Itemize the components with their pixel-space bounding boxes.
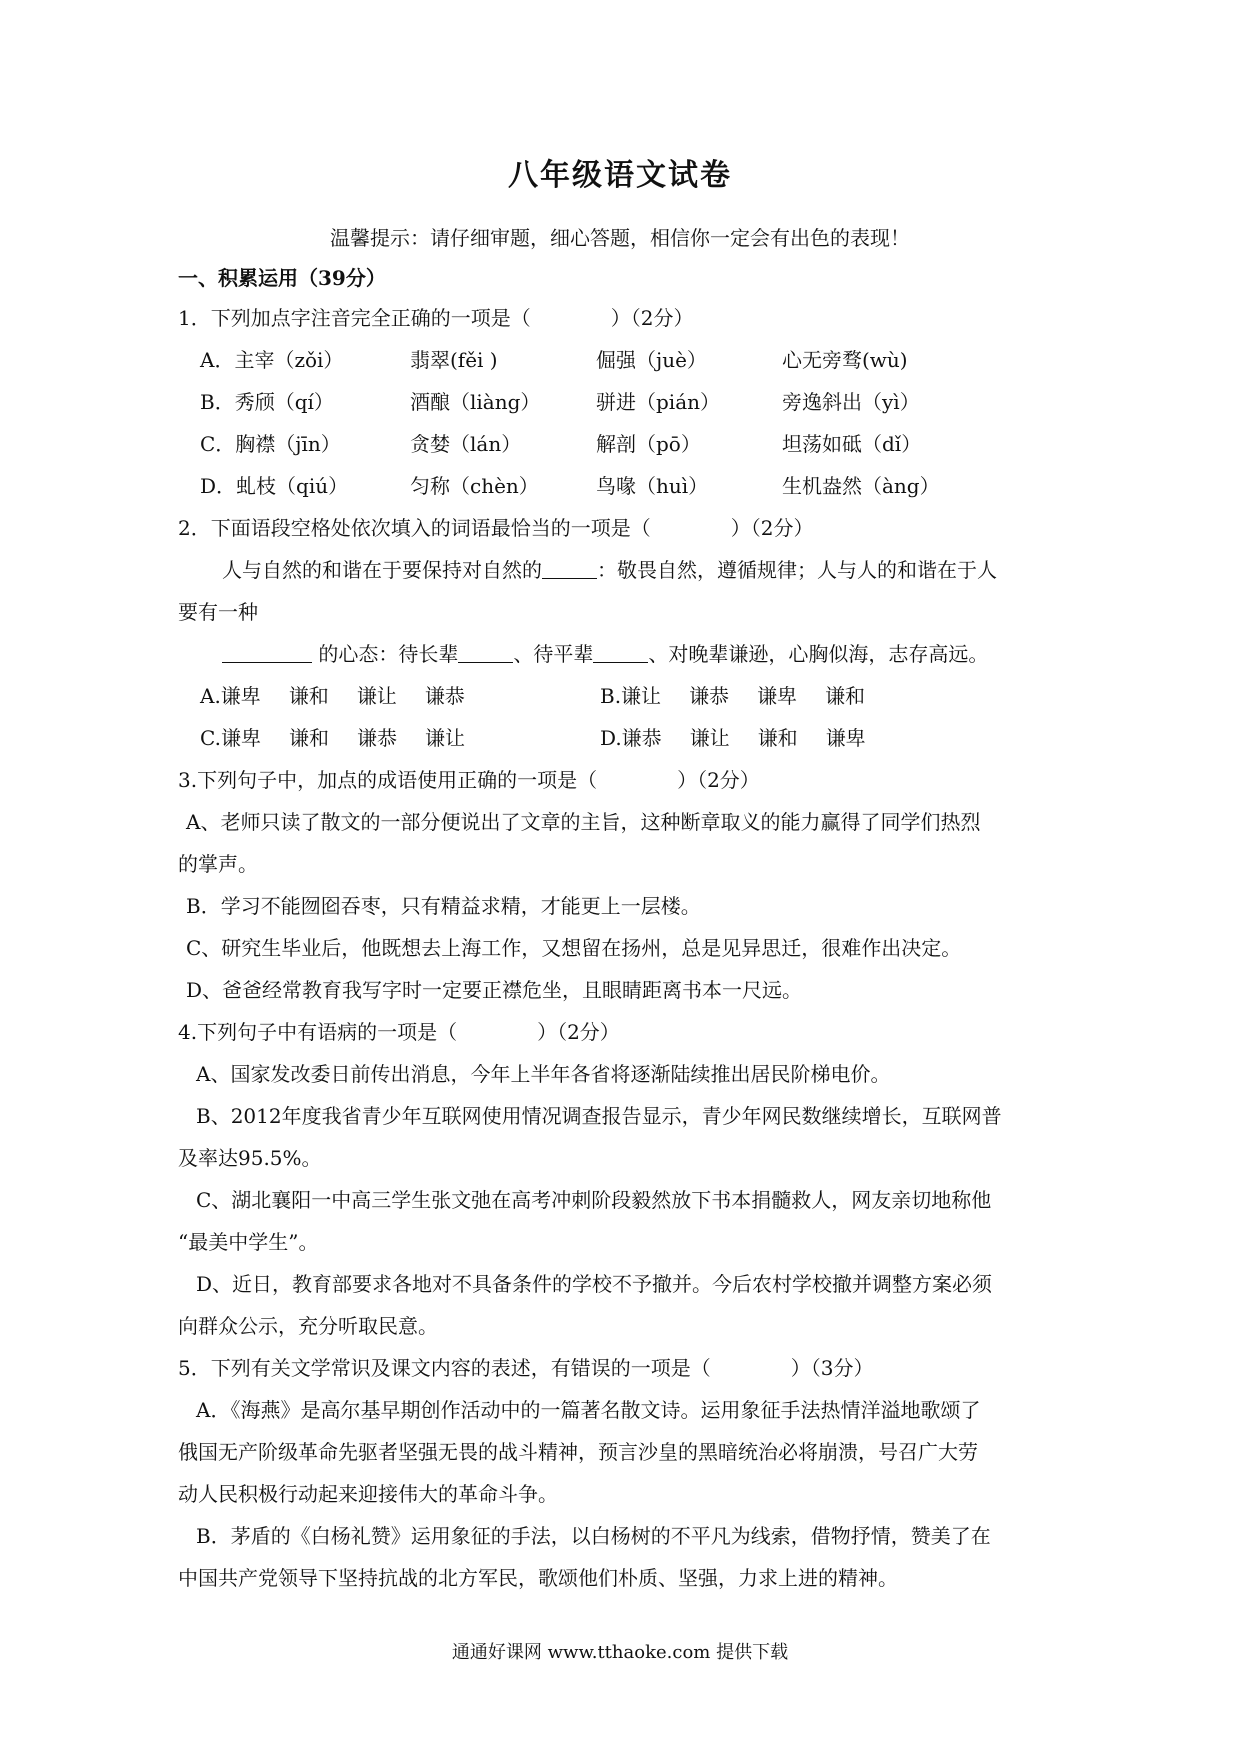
- q3-option-c: C、研究生毕业后，他既想去上海工作，又想留在扬州，总是见异思迁，很难作出决定。: [186, 936, 962, 960]
- option-word: 谦和: [288, 726, 329, 750]
- answer-blank: [458, 644, 513, 663]
- option-word: 谦让: [356, 684, 397, 708]
- question-2-stem: 2．下面语段空格处依次填入的词语最恰当的一项是（ ）（2分）: [178, 516, 814, 540]
- q5-option-b-line-2: 中国共产党领导下坚持抗战的北方军民，歌颂他们朴质、坚强，力求上进的精神。: [178, 1566, 898, 1590]
- q1-option-a-1: A．主宰（zǒi）: [200, 348, 344, 372]
- q4-option-b-line-1: B、2012年度我省青少年互联网使用情况调查报告显示，青少年网民数继续增长，互联网普: [196, 1104, 1002, 1128]
- answer-blank: [593, 644, 648, 663]
- q1-option-d-4: 生机盎然（àng）: [782, 474, 940, 498]
- option-word: C.谦卑: [200, 726, 261, 750]
- q1-option-a-3: 倔强（juè）: [596, 348, 707, 372]
- answer-blank: [222, 644, 312, 663]
- q2-option-c: [200, 722, 493, 751]
- q1-option-c-2: 贪婪（lán）: [410, 432, 522, 456]
- q1-option-d-3: 鸟喙（huì）: [596, 474, 709, 498]
- page-footer: 通通好课网 www.tthaoke.com 提供下载: [451, 1642, 789, 1663]
- q2-passage-line-3: [222, 638, 988, 667]
- q5-option-a-line-3: 动人民积极行动起来迎接伟大的革命斗争。: [178, 1482, 558, 1506]
- q4-option-a: A、国家发改委日前传出消息，今年上半年各省将逐渐陆续推出居民阶梯电价。: [196, 1062, 891, 1086]
- q2-option-a: [200, 680, 493, 709]
- q1-option-c-4: 坦荡如砥（dǐ）: [782, 432, 922, 456]
- question-5-stem: 5．下列有关文学常识及课文内容的表述，有错误的一项是（ ）（3分）: [178, 1356, 874, 1380]
- q1-option-a-4: 心无旁骛(wù): [782, 348, 908, 372]
- q1-option-a-2: 翡翠(fěi ): [410, 348, 498, 372]
- q3-option-a-line-2: 的掌声。: [178, 852, 258, 876]
- answer-blank: [542, 560, 597, 579]
- q3-option-a-line-1: A、老师只读了散文的一部分便说出了文章的主旨，这种断章取义的能力赢得了同学们热烈: [186, 810, 981, 834]
- q2-passage-text: 、对晚辈谦逊，心胸似海，志存高远。: [648, 642, 989, 666]
- q4-option-b-line-2: 及率达95.5%。: [178, 1146, 322, 1170]
- q4-option-d-line-2: 向群众公示，充分听取民意。: [178, 1314, 438, 1338]
- q3-option-d: D、爸爸经常教育我写字时一定要正襟危坐，且眼睛距离书本一尺远。: [186, 978, 803, 1002]
- option-word: 谦和: [757, 726, 798, 750]
- q2-passage-line-1: [222, 554, 997, 583]
- tip-text: 温馨提示：请仔细审题，细心答题，相信你一定会有出色的表现！: [330, 226, 910, 250]
- option-word: 谦让: [424, 726, 465, 750]
- q5-option-a-line-2: 俄国无产阶级革命先驱者坚强无畏的战斗精神，预言沙皇的黑暗统治必将崩溃，号召广大劳: [178, 1440, 978, 1464]
- q1-option-b-2: 酒酿（liàng）: [410, 390, 541, 414]
- question-3-stem: 3.下列句子中，加点的成语使用正确的一项是（ ）（2分）: [178, 768, 760, 792]
- q2-passage-text: 、待平辈: [513, 642, 594, 666]
- q5-option-b-line-1: B．茅盾的《白杨礼赞》运用象征的手法，以白杨树的不平凡为线索，借物抒情，赞美了在: [196, 1524, 991, 1548]
- q1-option-c-1: C．胸襟（jīn）: [200, 432, 341, 456]
- option-word: 谦恭: [689, 684, 730, 708]
- q1-option-d-1: D．虬枝（qiú）: [200, 474, 349, 498]
- q4-option-c-line-2: “最美中学生”。: [178, 1230, 319, 1254]
- q2-passage-text: ：敬畏自然，遵循规律；人与人的和谐在于人: [597, 558, 997, 582]
- q2-passage-text: 人与自然的和谐在于要保持对自然的: [222, 558, 542, 582]
- option-word: D.谦恭: [600, 726, 662, 750]
- section-heading: 一、积累运用（39分）: [178, 266, 386, 290]
- option-word: 谦恭: [356, 726, 397, 750]
- q4-option-d-line-1: D、近日，教育部要求各地对不具备条件的学校不予撤并。今后农村学校撤并调整方案必须: [196, 1272, 993, 1296]
- q5-option-a-line-1: A．《海燕》是高尔基早期创作活动中的一篇著名散文诗。运用象征手法热情洋溢地歌颂了: [196, 1398, 981, 1422]
- option-word: 谦卑: [757, 684, 798, 708]
- q1-option-b-4: 旁逸斜出（yì）: [782, 390, 920, 414]
- q1-option-b-3: 骈进（pián）: [596, 390, 721, 414]
- option-word: 谦恭: [424, 684, 465, 708]
- question-1-stem: 1．下列加点字注音完全正确的一项是（ ）（2分）: [178, 306, 694, 330]
- q1-option-c-3: 解剖（pō）: [596, 432, 701, 456]
- q2-option-b: [600, 680, 893, 709]
- q4-option-c-line-1: C、湖北襄阳一中高三学生张文弛在高考冲刺阶段毅然放下书本捐髓救人，网友亲切地称他: [196, 1188, 992, 1212]
- page-title: 八年级语文试卷: [508, 158, 732, 193]
- option-word: 谦让: [689, 726, 730, 750]
- option-word: A.谦卑: [200, 684, 261, 708]
- q2-passage-text: 的心态：待长辈: [318, 642, 459, 666]
- q2-option-d: [600, 722, 894, 751]
- question-4-stem: 4.下列句子中有语病的一项是（ ）（2分）: [178, 1020, 620, 1044]
- q3-option-b: B．学习不能囫囵吞枣，只有精益求精，才能更上一层楼。: [186, 894, 701, 918]
- q1-option-b-1: B．秀颀（qí）: [200, 390, 334, 414]
- option-word: 谦和: [825, 684, 866, 708]
- option-word: 谦和: [288, 684, 329, 708]
- option-word: 谦卑: [825, 726, 866, 750]
- option-word: B.谦让: [600, 684, 662, 708]
- q2-passage-line-2: 要有一种: [178, 600, 258, 624]
- q1-option-d-2: 匀称（chèn）: [410, 474, 539, 498]
